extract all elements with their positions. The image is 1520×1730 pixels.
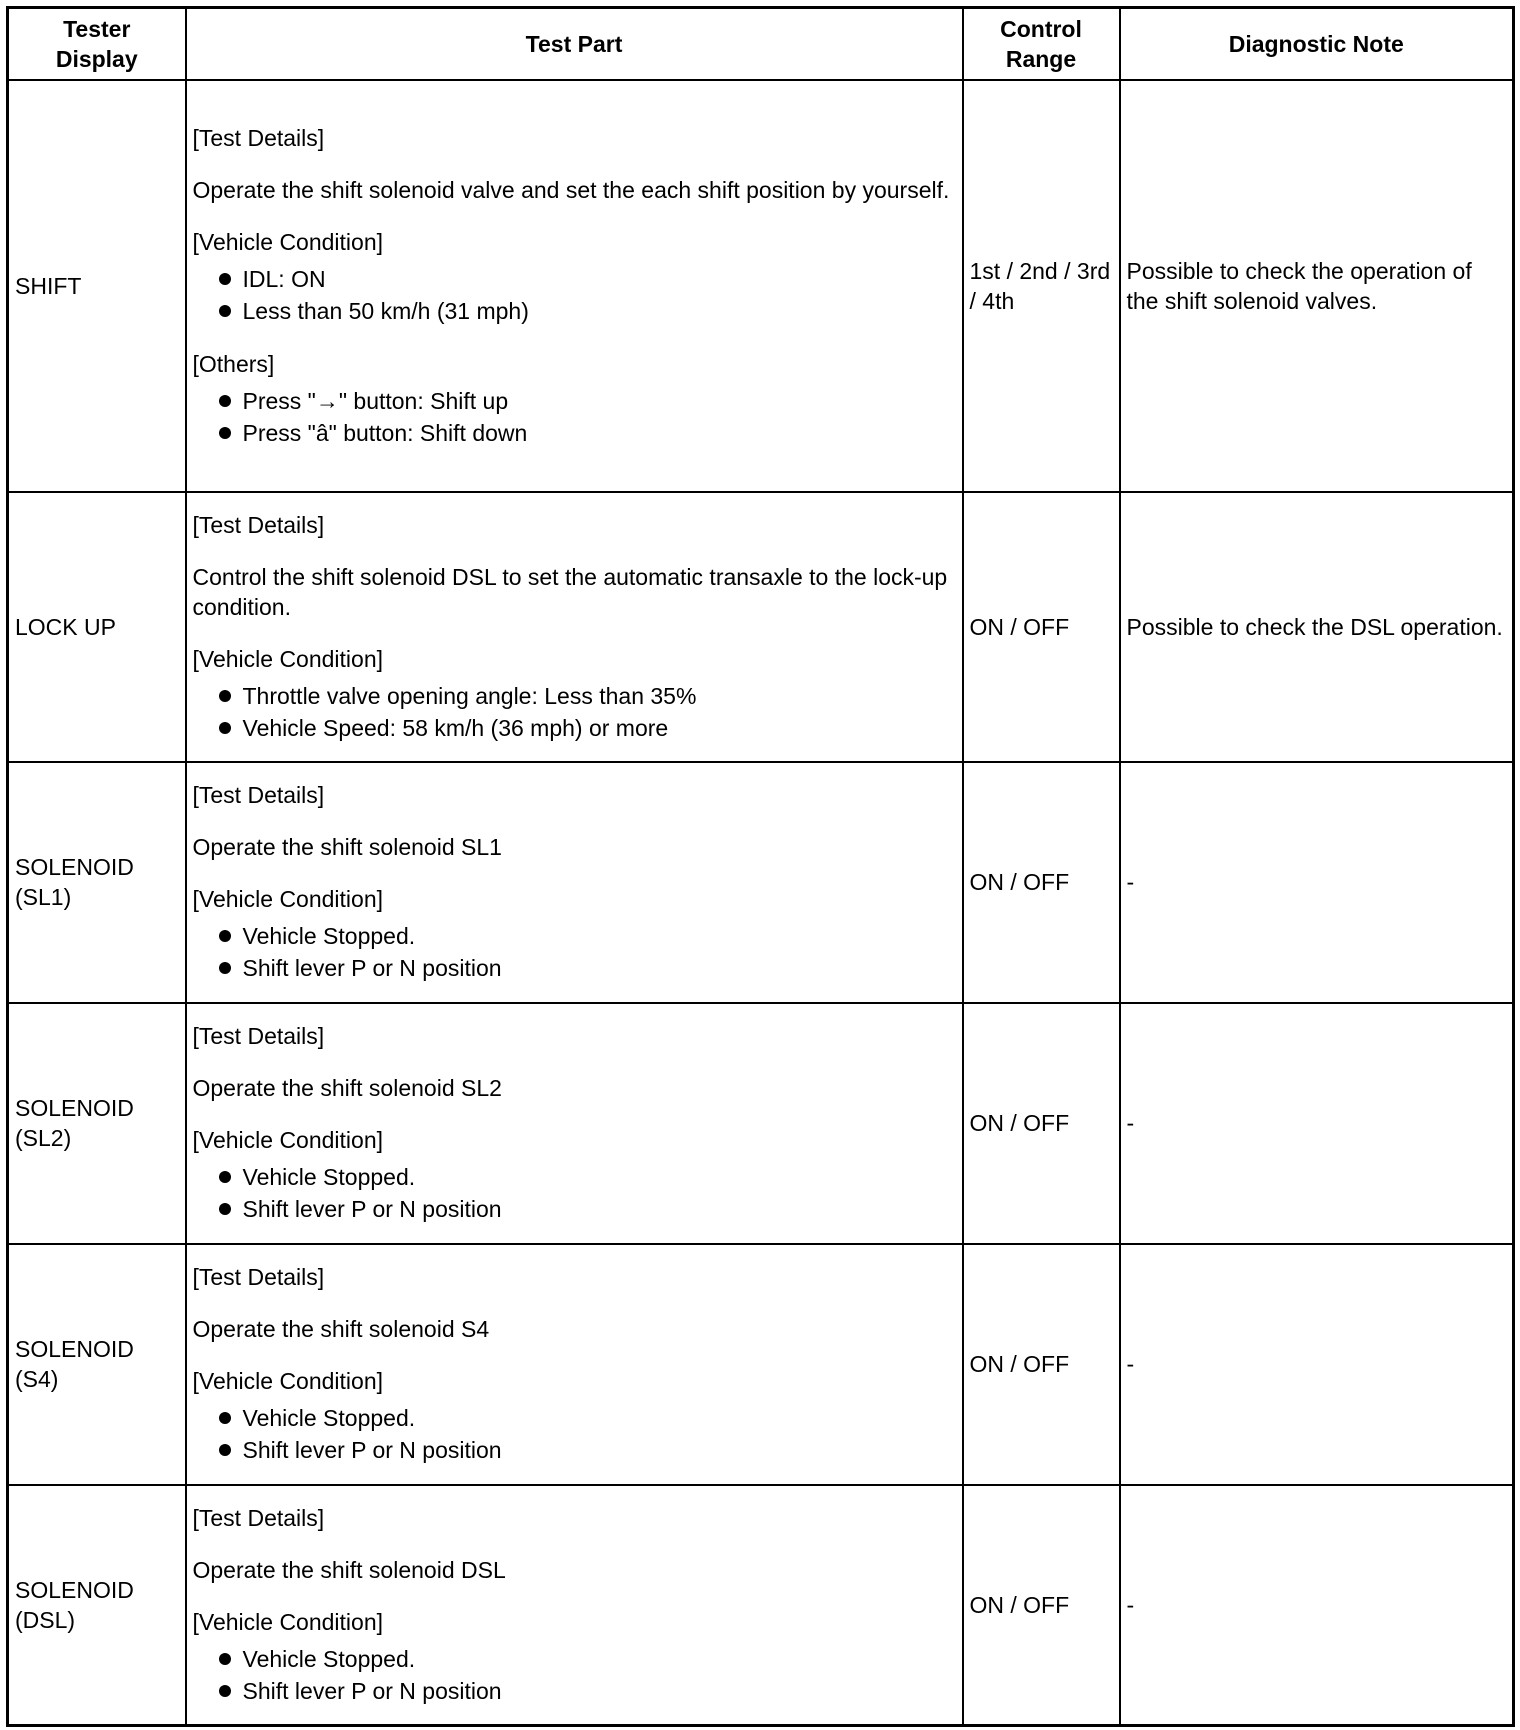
header-control-range: Control Range [963,8,1120,80]
test-details-label: [Test Details] [192,124,325,151]
vehicle-condition-label: [Vehicle Condition] [192,1368,384,1394]
list-item: Shift lever P or N position [219,1675,956,1707]
table-row [8,1003,1514,1244]
list-item: Less than 50 km/h (31 mph) [219,295,956,327]
list-item: Shift lever P or N position [219,952,956,984]
control-range-cell: ON / OFF [963,762,1120,1003]
condition-list [193,1161,956,1225]
diagnostic-note-cell: - [1120,762,1514,1003]
tester-display-cell: LOCK UP [8,492,186,762]
vehicle-condition-label: [Vehicle Condition] [192,645,384,672]
control-range-cell: 1st / 2nd / 3rd / 4th [963,80,1120,492]
test-details-label: [Test Details] [192,782,325,808]
list-item: IDL: ON [219,263,956,295]
header-diagnostic-note: Diagnostic Note [1120,8,1514,80]
test-details-text: Operate the shift solenoid valve and set the each shift position by yourself. [192,176,950,203]
others-label: [Others] [192,350,275,377]
header-tester-display: Tester Display [8,8,186,80]
test-details-label: [Test Details] [192,1264,325,1290]
test-part-cell [186,492,963,762]
header-row [8,8,1514,80]
tester-display-cell: SHIFT [8,80,186,492]
tester-display-cell: SOLENOID (S4) [8,1244,186,1485]
list-item: Shift lever P or N position [219,1434,956,1466]
vehicle-condition-label: [Vehicle Condition] [192,228,384,255]
diagnostic-note-cell: - [1120,1003,1514,1244]
table-row [8,1485,1514,1726]
test-part-cell [186,80,963,492]
tester-display-cell: SOLENOID (SL2) [8,1003,186,1244]
test-part-cell [186,1485,963,1726]
vehicle-condition-label: [Vehicle Condition] [192,1608,384,1635]
control-range-cell: ON / OFF [963,1244,1120,1485]
test-details-text: Operate the shift solenoid SL2 [192,1075,502,1101]
list-item: Press "â" button: Shift down [219,417,956,449]
test-part-cell [186,1003,963,1244]
list-item: Vehicle Stopped. [219,1161,956,1193]
tester-display-cell: SOLENOID (SL1) [8,762,186,1003]
condition-list [193,680,956,744]
test-part-cell [186,762,963,1003]
diagnostic-note-cell: - [1120,1244,1514,1485]
table-row [8,492,1514,762]
diagnostic-note-cell: Possible to check the operation of the shift solenoid valves. [1120,80,1514,492]
test-details-text: Operate the shift solenoid SL1 [192,834,502,860]
vehicle-condition-label: [Vehicle Condition] [192,886,384,912]
condition-list [193,263,956,327]
test-details-label: [Test Details] [192,1023,325,1049]
list-item: Press "→" button: Shift up [219,385,956,417]
vehicle-condition-label: [Vehicle Condition] [192,1127,384,1153]
test-details-label: [Test Details] [192,1504,325,1531]
diagnostic-note-cell: - [1120,1485,1514,1726]
condition-list [193,1643,956,1707]
list-item: Vehicle Stopped. [219,1402,956,1434]
test-details-label: [Test Details] [192,511,325,538]
table-row [8,762,1514,1003]
test-details-text: Operate the shift solenoid DSL [192,1556,506,1583]
list-item: Vehicle Stopped. [219,920,956,952]
condition-list [193,920,956,984]
test-details-text: Control the shift solenoid DSL to set the automatic transaxle to the lock-up condition. [192,563,948,620]
diagnostic-note-cell: Possible to check the DSL operation. [1120,492,1514,762]
tester-display-cell: SOLENOID (DSL) [8,1485,186,1726]
control-range-cell: ON / OFF [963,1485,1120,1726]
control-range-cell: ON / OFF [963,1003,1120,1244]
condition-list [193,1402,956,1466]
list-item: Vehicle Speed: 58 km/h (36 mph) or more [219,712,956,744]
list-item: Vehicle Stopped. [219,1643,956,1675]
active-test-table [6,6,1515,1727]
table-row [8,80,1514,492]
list-item: Shift lever P or N position [219,1193,956,1225]
header-test-part: Test Part [186,8,963,80]
test-details-text: Operate the shift solenoid S4 [192,1316,490,1342]
table-row [8,1244,1514,1485]
control-range-cell: ON / OFF [963,492,1120,762]
list-item: Throttle valve opening angle: Less than 35% [219,680,956,712]
others-list [193,385,956,449]
test-part-cell [186,1244,963,1485]
